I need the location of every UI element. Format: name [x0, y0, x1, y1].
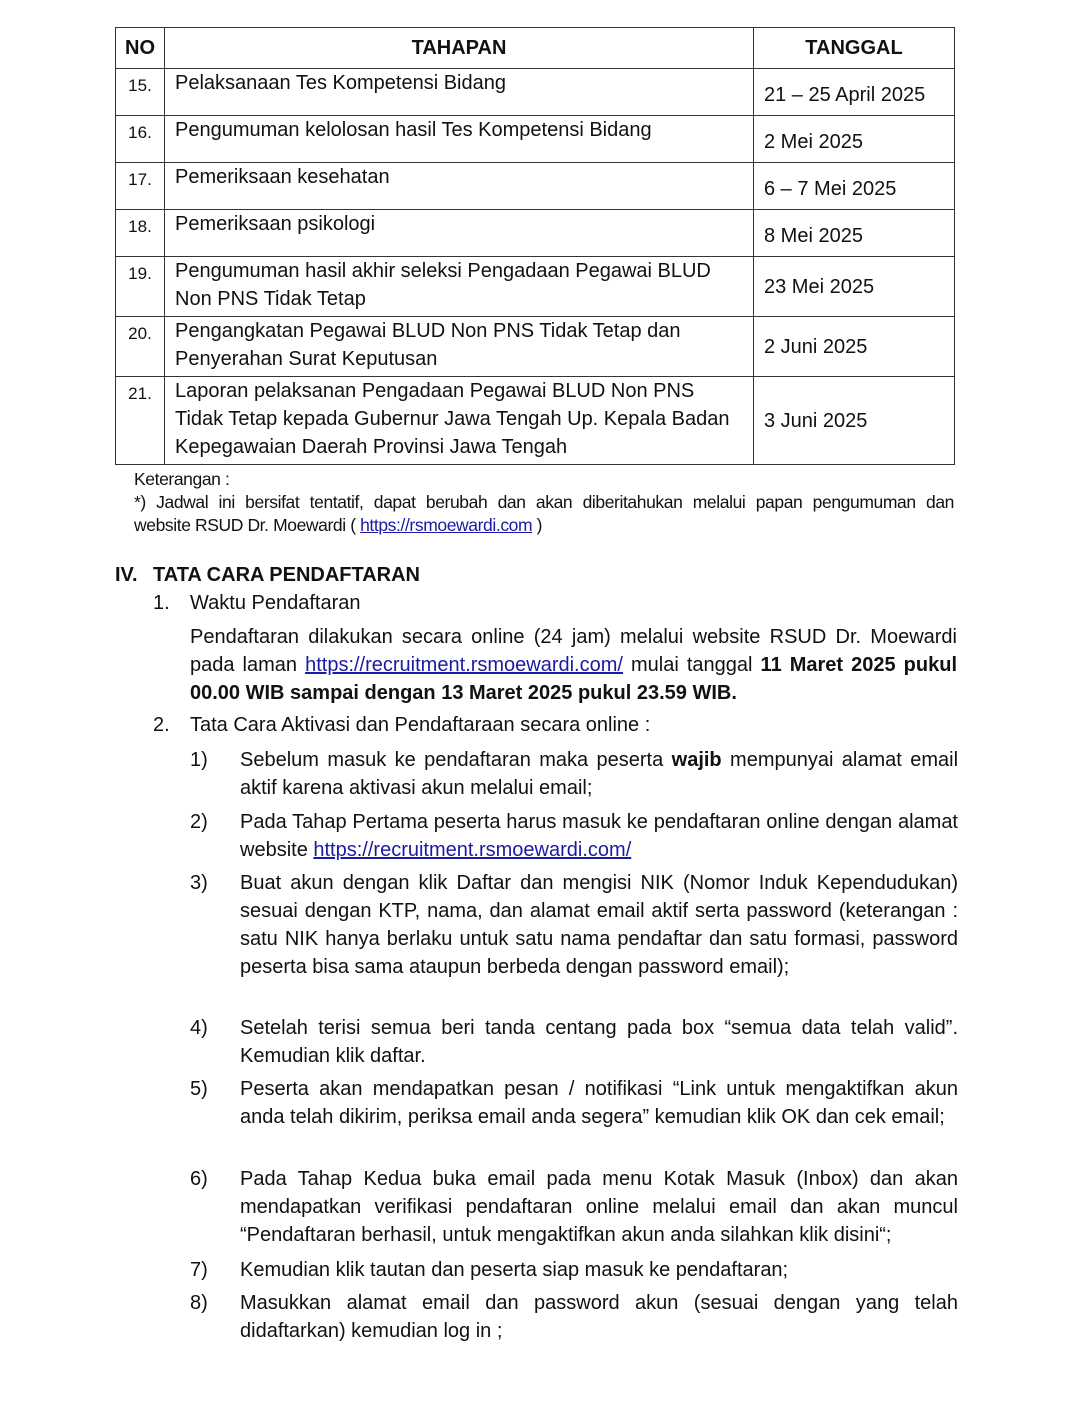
row-no: 19. — [116, 257, 165, 317]
table-row — [116, 257, 955, 317]
item-text-a: Pada Tahap Pertama peserta harus masuk ke pendaftaran online dengan alamat website — [240, 811, 958, 861]
section-title: TATA CARA PENDAFTARAN — [153, 564, 421, 586]
item-text-c: mempunyai alamat email aktif karena aktivasi akun melalui email; — [240, 749, 959, 799]
item-text-bold: wajib — [671, 749, 722, 771]
item-number: 2) — [190, 811, 208, 833]
subsection-1-title: Waktu Pendaftaran — [190, 592, 361, 614]
row-no: 20. — [116, 317, 165, 377]
item-number: 1) — [190, 749, 208, 771]
row-date: 2 Juni 2025 — [754, 317, 955, 377]
row-date: 2 Mei 2025 — [754, 116, 955, 163]
row-no: 21. — [116, 377, 165, 465]
subsection-2-number: 2. — [153, 714, 170, 736]
registration-time-paragraph — [190, 623, 957, 707]
schedule-table — [115, 27, 955, 465]
item-number: 3) — [190, 872, 208, 894]
item-number: 8) — [190, 1292, 208, 1314]
row-stage: Pelaksanaan Tes Kompetensi Bidang — [165, 69, 754, 116]
row-stage: Laporan pelaksanan Pengadaan Pegawai BLUD Non PNS Tidak Tetap kepada Gubernur Jawa Tengah Up. Kepala Badan Kepegawaian Daerah Provinsi Jawa Tengah — [165, 377, 754, 465]
table-row — [116, 69, 955, 116]
row-date: 21 – 25 April 2025 — [754, 69, 955, 116]
table-row — [116, 163, 955, 210]
header-date: TANGGAL — [754, 28, 955, 69]
note-label: Keterangan : — [134, 469, 230, 489]
item-number: 7) — [190, 1259, 208, 1281]
rsmoewardi-link[interactable]: https://rsmoewardi.com — [360, 515, 533, 535]
note-website-line — [134, 514, 954, 537]
table-header-row — [116, 28, 955, 69]
table-row — [116, 210, 955, 257]
item-number: 5) — [190, 1078, 208, 1100]
subsection-2-heading — [153, 714, 650, 737]
header-no: NO — [116, 28, 165, 69]
row-date: 3 Juni 2025 — [754, 377, 955, 465]
row-stage: Pengangkatan Pegawai BLUD Non PNS Tidak Tetap dan Penyerahan Surat Keputusan — [165, 317, 754, 377]
item-text-a: Sebelum masuk ke pendaftaran maka peserta — [240, 749, 664, 771]
row-no: 17. — [116, 163, 165, 210]
table-row — [116, 377, 955, 465]
item-number: 4) — [190, 1017, 208, 1039]
row-no: 15. — [116, 69, 165, 116]
header-stage: TAHAPAN — [165, 28, 754, 69]
item-text: Pada Tahap Kedua buka email pada menu Kotak Masuk (Inbox) dan akan mendapatkan verifikasi pendaftaran online melalui email dan akan muncul “Pendaftaran berhasil, untuk mengaktifkan akun anda silahkan klik disini“; — [240, 1168, 958, 1246]
row-no: 18. — [116, 210, 165, 257]
table-row — [116, 317, 955, 377]
table-row — [116, 116, 955, 163]
registration-text: Pendaftaran dilakukan secara online (24 jam) melalui website RSUD Dr. Moewardi pada laman — [190, 626, 957, 676]
subsection-1-number: 1. — [153, 592, 170, 614]
section-heading — [115, 564, 420, 587]
item-text — [240, 808, 958, 864]
row-stage: Pemeriksaan kesehatan — [165, 163, 754, 210]
row-stage: Pengumuman kelolosan hasil Tes Kompetensi Bidang — [165, 116, 754, 163]
row-date: 6 – 7 Mei 2025 — [754, 163, 955, 210]
item-text — [240, 746, 958, 802]
section-number: IV. — [115, 564, 138, 586]
registration-text-b: mulai tanggal — [631, 654, 753, 676]
note-text: *) Jadwal ini bersifat tentatif, dapat berubah dan akan diberitahukan melalui papan pengumuman dan — [134, 492, 954, 512]
row-no: 16. — [116, 116, 165, 163]
subsection-2-title: Tata Cara Aktivasi dan Pendaftaraan secara online : — [190, 714, 651, 736]
item-number: 6) — [190, 1168, 208, 1190]
item-text: Buat akun dengan klik Daftar dan mengisi NIK (Nomor Induk Kependudukan) sesuai dengan KTP, nama, dan alamat email aktif serta password (keterangan : satu NIK hanya berlaku untuk satu nama pendaftar dan satu formasi, password peserta bisa sama ataupun berbeda dengan password email); — [240, 872, 958, 978]
note-close-paren: ) — [536, 515, 543, 535]
subsection-1-heading — [153, 592, 360, 615]
item-text: Setelah terisi semua beri tanda centang pada box “semua data telah valid”. Kemudian klik daftar. — [240, 1017, 958, 1067]
row-date: 23 Mei 2025 — [754, 257, 955, 317]
item-text: Kemudian klik tautan dan peserta siap masuk ke pendaftaran; — [240, 1259, 789, 1281]
schedule-note — [134, 468, 954, 537]
row-date: 8 Mei 2025 — [754, 210, 955, 257]
recruitment-link[interactable]: https://recruitment.rsmoewardi.com/ — [313, 839, 632, 861]
note-website-text: website RSUD Dr. Moewardi ( — [134, 515, 356, 535]
registration-dates: 11 Maret 2025 pukul 00.00 WIB sampai dengan 13 Maret 2025 pukul 23.59 WIB. — [190, 654, 958, 704]
recruitment-link[interactable]: https://recruitment.rsmoewardi.com/ — [305, 654, 623, 676]
item-text: Masukkan alamat email dan password akun (sesuai dengan yang telah didaftarkan) kemudian log in ; — [240, 1292, 958, 1342]
row-stage: Pemeriksaan psikologi — [165, 210, 754, 257]
item-text: Peserta akan mendapatkan pesan / notifikasi “Link untuk mengaktifkan akun anda telah dikirim, periksa email anda segera” kemudian klik OK dan cek email; — [240, 1078, 958, 1128]
row-stage: Pengumuman hasil akhir seleksi Pengadaan Pegawai BLUD Non PNS Tidak Tetap — [165, 257, 754, 317]
